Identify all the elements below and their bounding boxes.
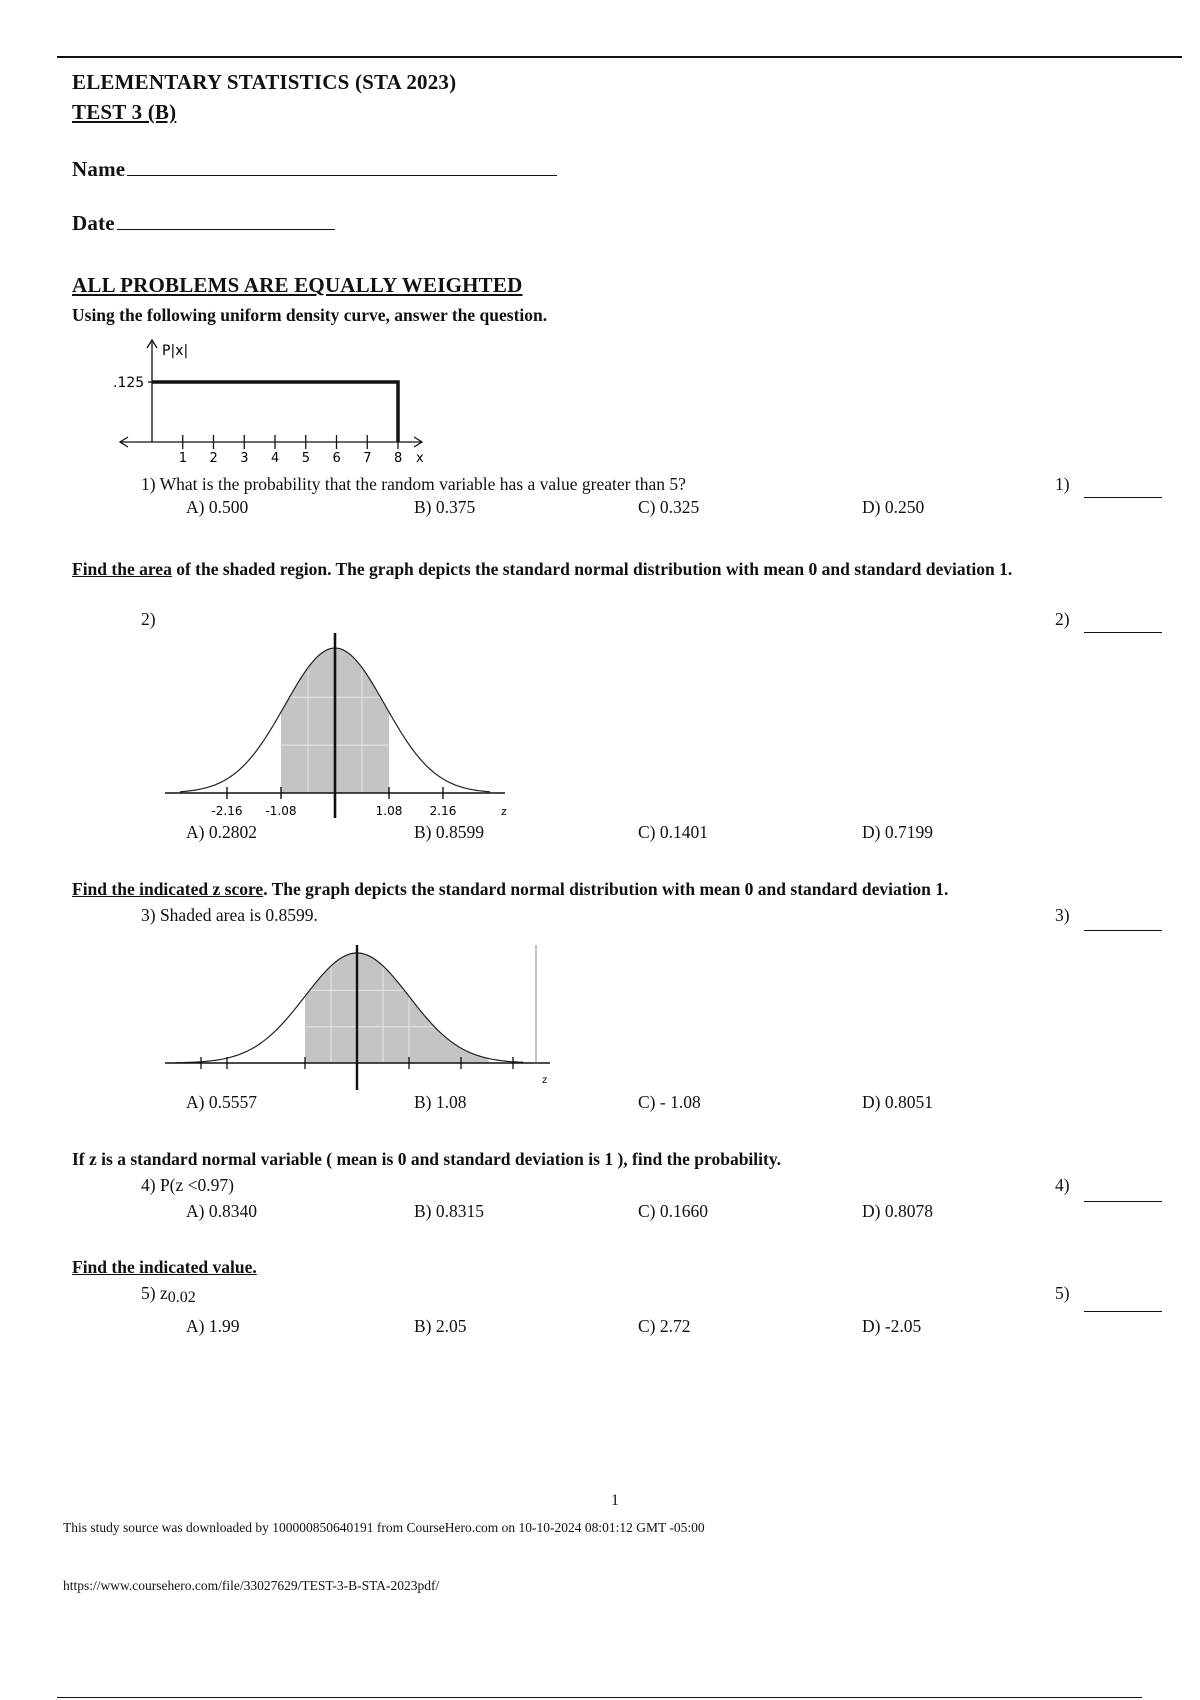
q2-option-c[interactable]: C) 0.1401	[638, 822, 708, 842]
section-area-rest: of the shaded region. The graph depicts the standard normal distribution with mean 0 and standard deviation 1.	[171, 559, 1013, 579]
q1-option-b[interactable]: B) 0.375	[414, 497, 476, 517]
date-blank[interactable]	[117, 228, 335, 230]
question-2-text: 2)	[141, 609, 156, 629]
question-1-text: 1) What is the probability that the random variable has a value greater than 5?	[141, 474, 686, 494]
q4-option-a[interactable]: A) 0.8340	[186, 1201, 257, 1221]
test-title: TEST 3 (B)	[72, 100, 177, 124]
answer-4-blank[interactable]	[1084, 1181, 1162, 1202]
q3-option-b[interactable]: B) 1.08	[414, 1092, 467, 1112]
course-title: ELEMENTARY STATISTICS (STA 2023)	[72, 70, 457, 94]
date-label: Date	[72, 211, 115, 235]
page-number: 1	[611, 1492, 619, 1509]
answer-3-blank[interactable]	[1084, 910, 1162, 931]
bottom-divider	[57, 1697, 1142, 1698]
answer-5-number: 5)	[1055, 1283, 1070, 1303]
q5-option-a[interactable]: A) 1.99	[186, 1316, 240, 1336]
q3-option-d[interactable]: D) 0.8051	[862, 1092, 933, 1112]
answer-2-blank[interactable]	[1084, 612, 1162, 633]
x-tick-label: 5	[301, 451, 311, 466]
q3-option-a[interactable]: A) 0.5557	[186, 1092, 257, 1112]
q4-option-d[interactable]: D) 0.8078	[862, 1201, 933, 1221]
x-tick-label: 8	[394, 451, 403, 466]
question-5-text	[141, 1283, 196, 1307]
section-zscore-emphasis: Find the indicated z score	[72, 879, 264, 899]
q1-option-d[interactable]: D) 0.250	[862, 497, 925, 517]
section-area-emphasis: Find the area	[72, 559, 172, 579]
answer-1-blank[interactable]	[1084, 477, 1162, 498]
normal-curve-graph-2	[160, 628, 520, 818]
q2-option-d[interactable]: D) 0.7199	[862, 822, 933, 842]
section-value-instructions: Find the indicated value.	[72, 1257, 257, 1277]
z-axis-label: z	[501, 805, 507, 818]
shaded-region	[305, 953, 490, 1063]
question-3-text: 3) Shaded area is 0.8599.	[141, 905, 318, 925]
q2-option-b[interactable]: B) 0.8599	[414, 822, 484, 842]
q1-option-a[interactable]: A) 0.500	[186, 497, 249, 517]
uniform-density-graph	[110, 332, 430, 472]
date-field[interactable]	[72, 211, 335, 236]
x-tick-label: 2	[209, 451, 218, 466]
x-tick-label: 1	[178, 451, 188, 466]
x-tick-label: 3	[240, 451, 249, 466]
z-tick-label: -1.08	[265, 804, 297, 818]
q4-option-b[interactable]: B) 0.8315	[414, 1201, 484, 1221]
answer-3-number: 3)	[1055, 905, 1070, 925]
name-label: Name	[72, 157, 126, 181]
q5-option-b[interactable]: B) 2.05	[414, 1316, 467, 1336]
x-tick-label: 4	[271, 451, 280, 466]
answer-4-number: 4)	[1055, 1175, 1070, 1195]
section-area-instructions	[72, 556, 1132, 582]
answer-1-number: 1)	[1055, 474, 1070, 494]
q3-option-c[interactable]: C) - 1.08	[638, 1092, 701, 1112]
section-zscore-instructions	[72, 879, 948, 900]
q5-option-c[interactable]: C) 2.72	[638, 1316, 691, 1336]
top-divider	[57, 56, 1182, 58]
z-tick-label: 2.16	[429, 804, 457, 818]
density-curve	[152, 382, 398, 442]
q2-option-a[interactable]: A) 0.2802	[186, 822, 257, 842]
q4-option-c[interactable]: C) 0.1660	[638, 1201, 708, 1221]
answer-2-number: 2)	[1055, 609, 1070, 629]
source-url[interactable]: https://www.coursehero.com/file/33027629/TEST-3-B-STA-2023pdf/	[63, 1578, 440, 1593]
z-tick-label: 1.08	[375, 804, 403, 818]
question-5-prefix: 5) z	[141, 1283, 168, 1303]
normal-curve-graph-3	[160, 940, 560, 1090]
section-zscore-rest: . The graph depicts the standard normal distribution with mean 0 and standard deviation 1.	[263, 879, 949, 899]
name-blank[interactable]	[127, 174, 557, 176]
answer-5-blank[interactable]	[1084, 1291, 1162, 1312]
x-tick-label: 7	[363, 451, 372, 466]
x-tick-label: 6	[332, 451, 341, 466]
source-notice: This study source was downloaded by 100000850640191 from CourseHero.com on 10-10-2024 08:01:12 GMT -05:00	[63, 1520, 705, 1535]
y-axis-label: P|x|	[162, 343, 189, 359]
z-axis-label: z	[542, 1075, 548, 1086]
q5-option-d[interactable]: D) -2.05	[862, 1316, 922, 1336]
name-field[interactable]	[72, 157, 557, 182]
question-4-text: 4) P(z <0.97)	[141, 1175, 234, 1195]
x-axis-label: x	[416, 451, 424, 466]
question-5-subscript: 0.02	[167, 1289, 196, 1306]
section-probability-instructions: If z is a standard normal variable ( mean is 0 and standard deviation is 1 ), find the probability.	[72, 1149, 781, 1169]
q1-option-c[interactable]: C) 0.325	[638, 497, 700, 517]
y-tick-label: .125	[113, 375, 145, 391]
weighting-heading: ALL PROBLEMS ARE EQUALLY WEIGHTED	[72, 273, 523, 297]
x-tick-group	[179, 435, 403, 466]
section-uniform-instructions: Using the following uniform density curve, answer the question.	[72, 305, 548, 325]
z-tick-label: -2.16	[211, 804, 243, 818]
